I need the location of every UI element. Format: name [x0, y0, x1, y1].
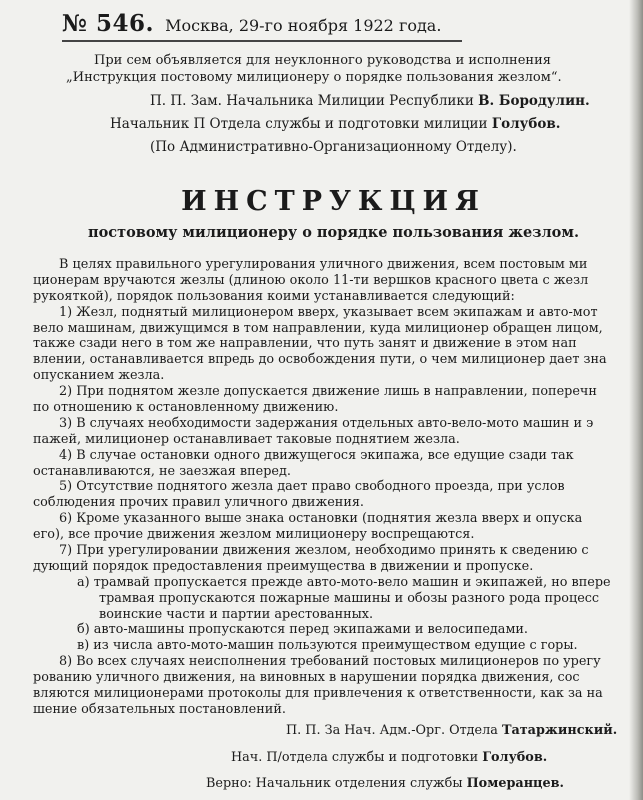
body-line: влении, останавливается впредь до освобождения пути, о чем милиционер дает зна: [33, 352, 607, 368]
signatory-name-1: В. Бородулин.: [478, 93, 590, 109]
body-line: 3) В случаях необходимости задержания отдельных авто-вело-мото машин и э: [59, 415, 594, 431]
body-line: рукояткой), порядок пользования коими устанавливается следующий:: [33, 288, 515, 304]
body-line: 6) Кроме указанного выше знака остановки (поднятия жезла вверх и опуска: [59, 511, 583, 527]
body-line: дующий порядок предоставления преимущества в движении и пропуске.: [33, 558, 534, 574]
footer-signatory-3: Верно: Начальник отделения службы Померанцев.: [206, 776, 565, 791]
body-line: опусканием жезла.: [33, 368, 165, 384]
document-subtitle: постовому милиционеру о порядке пользования жезлом.: [87, 224, 579, 241]
signatory-line-3: (По Административно-Организационному Отделу).: [150, 139, 517, 155]
dateline: Москва, 29-го ноября 1922 года.: [165, 16, 442, 35]
document-header: [62, 10, 441, 37]
instruction-body: [33, 257, 643, 718]
body-line: вляются милиционерами протоколы для привлечения к ответственности, как за на: [33, 686, 603, 702]
body-line: его), все прочие движения жезлом милиционеру воспрещаются.: [33, 527, 475, 543]
body-line: б) авто-машины пропускаются перед экипажами и велосипедами.: [77, 622, 528, 638]
body-line: пажей, милиционер останавливает таковые поднятием жезла.: [33, 431, 460, 447]
body-line: а) трамвай пропускается прежде авто-мото-вело машин и экипажей, но впере: [77, 574, 611, 590]
footer-name-1: Татаржинский.: [501, 723, 618, 738]
intro-text: При сем объявляется для неуклонного руководства и исполнения „Инструкция постовому милиционеру о порядке пользования жезлом“.: [66, 53, 562, 85]
body-line: трамвая пропускаются пожарные машины и обозы разного рода процесс: [99, 590, 600, 606]
body-line: соблюдения прочих правил уличного движения.: [33, 495, 364, 511]
footer-name-2: Голубов.: [482, 750, 548, 765]
signatory-line-2: Начальник П Отдела службы и подготовки милиции Голубов.: [110, 116, 561, 132]
signatory-line-1: П. П. Зам. Начальника Милиции Республики В. Бородулин.: [150, 93, 590, 109]
body-line: 7) При урегулировании движения жезлом, необходимо принять к сведению с: [59, 543, 589, 559]
body-line: 1) Жезл, поднятый милиционером вверх, указывает всем экипажам и авто-мот: [59, 304, 598, 320]
body-line: 4) В случае остановки одного движущегося экипажа, все едущие сзади так: [59, 447, 574, 463]
signatory-name-2: Голубов.: [491, 116, 561, 132]
footer-name-3: Померанцев.: [466, 776, 565, 791]
issue-number: № 546.: [62, 10, 155, 37]
body-line: 2) При поднятом жезле допускается движение лишь в направлении, поперечн: [59, 384, 597, 400]
body-line: 5) Отсутствие поднятого жезла дает право свободного проезда, при услов: [59, 479, 565, 495]
intro-paragraph: [66, 52, 632, 86]
document-title: ИНСТРУКЦИЯ: [181, 186, 486, 217]
header-rule: [62, 40, 462, 42]
body-line: шение обязательных постановлений.: [33, 701, 286, 717]
body-line: ционерам вручаются жезлы (длиною около 11-ти вершков красного цвета с жезл: [33, 272, 589, 288]
footer-signatory-2: Нач. П/отдела службы и подготовки Голубов.: [231, 750, 548, 765]
body-line: в) из числа авто-мото-машин пользуются преимуществом едущие с горы.: [77, 638, 578, 654]
footer-signatory-1: П. П. За Нач. Адм.-Орг. Отдела Татаржинский.: [286, 723, 618, 738]
body-line: В целях правильного урегулирования уличного движения, всем постовым ми: [59, 257, 588, 272]
body-line: воинские части и партии арестованных.: [99, 606, 374, 622]
body-line: по отношению к остановленному движению.: [33, 400, 339, 416]
body-line: также сзади него в том же направлении, что путь занят и движение в этом нап: [33, 336, 577, 352]
body-line: рованию уличного движения, на виновных в нарушении порядка движения, сос: [33, 670, 580, 686]
body-line: останавливаются, не заезжая вперед.: [33, 463, 291, 479]
body-line: 8) Во всех случаях неисполнения требований постовых милиционеров по урегу: [59, 654, 601, 670]
body-line: вело машинам, движущимся в том направлении, куда милиционер обращен лицом,: [33, 320, 603, 336]
